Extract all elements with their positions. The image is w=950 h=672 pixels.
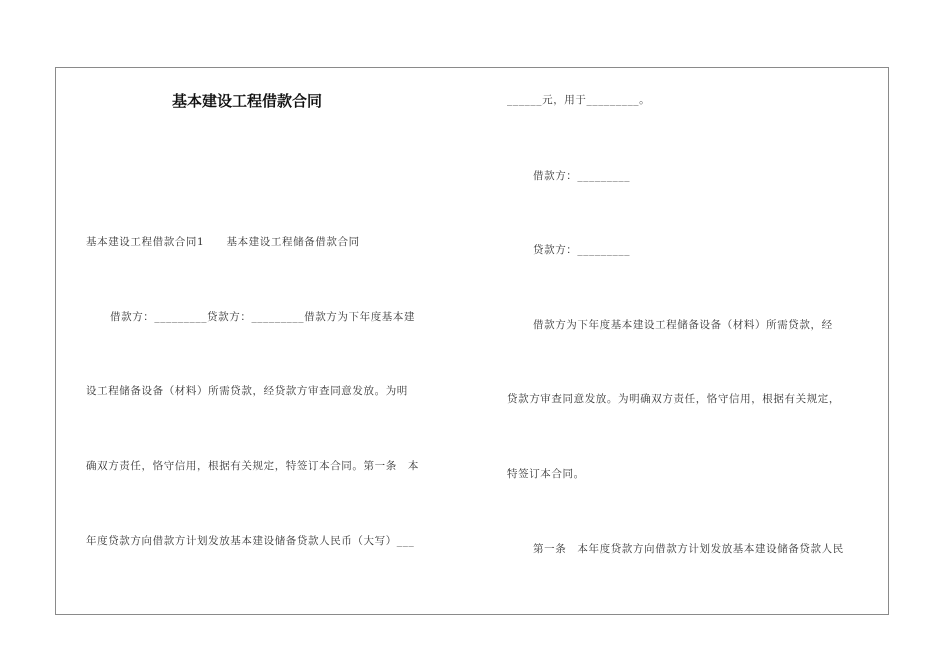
right-line-5: 贷款方审查同意发放。为明确双方责任，恪守信用，根据有关规定， xyxy=(507,393,840,405)
right-line-3: 贷款方：_________ xyxy=(533,244,631,256)
right-line-4: 借款方为下年度基本建设工程储备设备（材料）所需贷款，经 xyxy=(533,319,833,331)
right-line-6: 特签订本合同。 xyxy=(507,468,585,480)
document-title: 基本建设工程借款合同 xyxy=(172,92,323,110)
left-line-4: 确双方责任，恪守信用，根据有关规定，特签订本合同。第一条 本 xyxy=(86,460,419,472)
left-line-2: 借款方：_________贷款方：_________借款方为下年度基本建 xyxy=(110,311,416,323)
left-line-1: 基本建设工程借款合同1 基本建设工程储备借款合同 xyxy=(86,236,360,248)
document-page xyxy=(55,67,889,615)
left-line-5: 年度贷款方向借款方计划发放基本建设储备贷款人民币（大写）___ xyxy=(86,535,415,547)
right-line-7: 第一条 本年度贷款方向借款方计划发放基本建设储备贷款人民 xyxy=(533,543,844,555)
left-line-3: 设工程储备设备（材料）所需贷款，经贷款方审查同意发放。为明 xyxy=(86,385,408,397)
right-line-1: ______元，用于_________。 xyxy=(507,94,651,106)
right-line-2: 借款方：_________ xyxy=(533,170,631,182)
